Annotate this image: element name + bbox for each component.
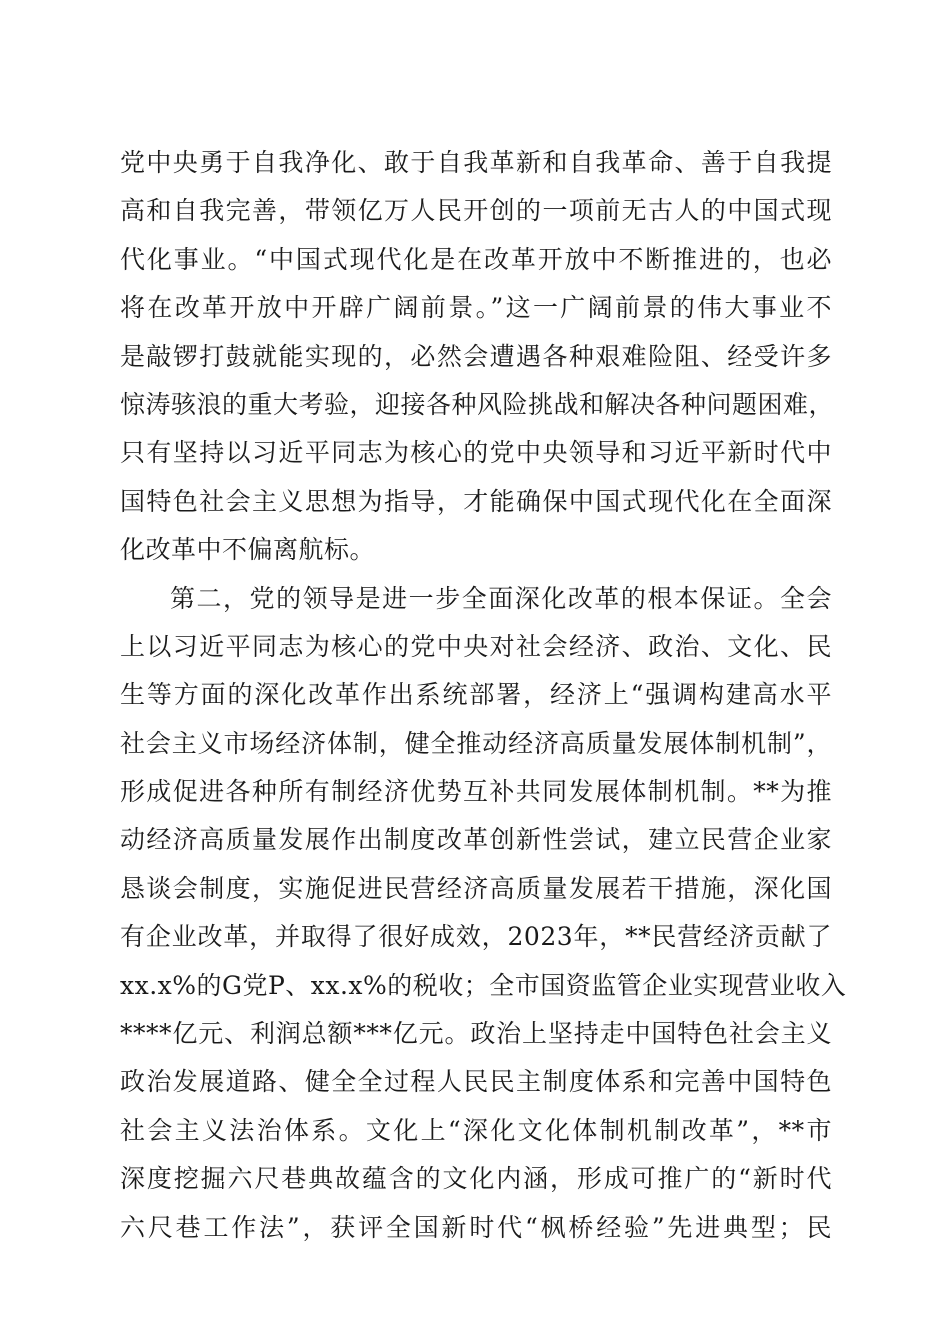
text-line: 动经济高质量发展作出制度改革创新性尝试，建立民营企业家 xyxy=(120,825,832,855)
text-line: 只有坚持以习近平同志为核心的党中央领导和习近平新时代中 xyxy=(120,438,832,468)
text-line: ****亿元、利润总额***亿元。政治上坚持走中国特色社会主义 xyxy=(120,1019,832,1049)
text-line: 化改革中不偏离航标。 xyxy=(120,535,376,565)
text-line: 六尺巷工作法”，获评全国新时代“枫桥经验”先进典型；民 xyxy=(120,1212,832,1242)
text-line: 深度挖掘六尺巷典故蕴含的文化内涵，形成可推广的“新时代 xyxy=(120,1164,832,1194)
text-line: 国特色社会主义思想为指导，才能确保中国式现代化在全面深 xyxy=(120,486,832,516)
text-line: 将在改革开放中开辟广阔前景。”这一广阔前景的伟大事业不 xyxy=(120,293,832,323)
text-line: 是敲锣打鼓就能实现的，必然会遭遇各种艰难险阻、经受许多 xyxy=(120,341,832,371)
text-line: 社会主义法治体系。文化上“深化文化体制机制改革”，**市 xyxy=(120,1115,832,1145)
text-line: 恳谈会制度，实施促进民营经济高质量发展若干措施，深化国 xyxy=(120,873,832,903)
text-line: 有企业改革，并取得了很好成效，2023年，**民营经济贡献了 xyxy=(120,922,832,952)
text-line: 惊涛骇浪的重大考验，迎接各种风险挑战和解决各种问题困难， xyxy=(120,389,835,419)
paragraph-1 xyxy=(120,139,835,575)
text-line: 形成促进各种所有制经济优势互补共同发展体制机制。**为推 xyxy=(120,777,832,807)
text-line: 代化事业。“中国式现代化是在改革开放中不断推进的，也必 xyxy=(120,244,832,274)
text-line: 上以习近平同志为核心的党中央对社会经济、政治、文化、民 xyxy=(120,631,832,661)
text-line: 高和自我完善，带领亿万人民开创的一项前无古人的中国式现 xyxy=(120,196,832,226)
text-line: 社会主义市场经济体制，健全推动经济高质量发展体制机制”， xyxy=(120,728,832,758)
paragraph-2 xyxy=(120,575,847,1252)
text-line: 政治发展道路、健全全过程人民民主制度体系和完善中国特色 xyxy=(120,1067,832,1097)
text-line: 生等方面的深化改革作出系统部署，经济上“强调构建高水平 xyxy=(120,680,832,710)
body-text xyxy=(120,139,847,1252)
text-line: 党中央勇于自我净化、敢于自我革新和自我革命、善于自我提 xyxy=(120,148,832,177)
text-line: xx.x%的G党P、xx.x%的税收；全市国资监管企业实现营业收入 xyxy=(120,970,847,1000)
text-line: 第二，党的领导是进一步全面深化改革的根本保证。全会 xyxy=(170,583,832,613)
